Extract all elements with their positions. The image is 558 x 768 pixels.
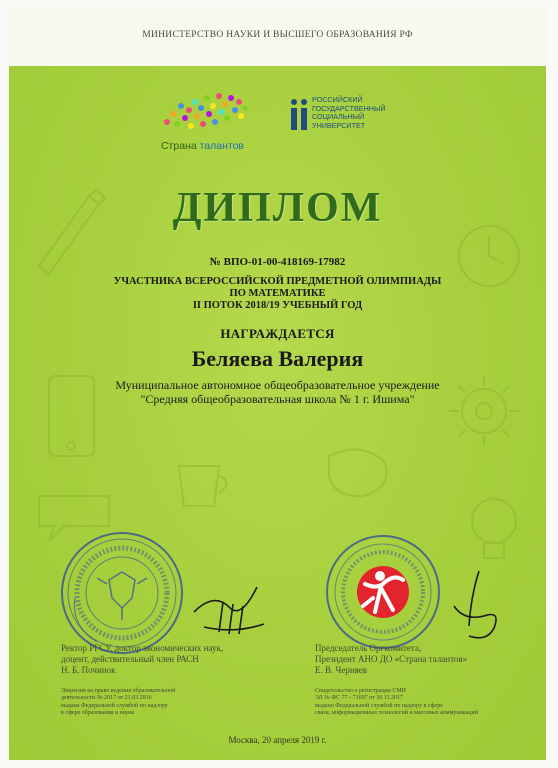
left-license-line: выдана Федеральной службой по надзору bbox=[61, 702, 168, 709]
russia-map-dots-icon bbox=[155, 84, 250, 140]
diploma-sheet bbox=[9, 8, 546, 760]
strana-talantov-label bbox=[155, 140, 250, 152]
university-seal-stamp bbox=[57, 528, 187, 658]
left-license-line: Лицензия на право ведения образовательной bbox=[61, 688, 176, 694]
diploma-body bbox=[9, 66, 546, 760]
left-signatory-line: доцент, действительный член РАСН bbox=[61, 654, 199, 664]
rector-signature bbox=[189, 572, 269, 642]
olympiad-line: ПО МАТЕМАТИКЕ bbox=[229, 288, 326, 299]
olympiad-line: II ПОТОК 2018/19 УЧЕБНЫЙ ГОД bbox=[192, 300, 363, 311]
right-license-line: ЭЛ № ФС 77 - 71697 от 30.11.2017 bbox=[315, 695, 403, 702]
right-license-line: Свидетельство о регистрации СМИ bbox=[315, 688, 407, 694]
left-signatory bbox=[61, 643, 281, 676]
rgsu-line: РОССИЙСКИЙ bbox=[312, 95, 363, 104]
logo-word-2: талантов bbox=[199, 140, 245, 152]
rgsu-line: УНИВЕРСИТЕТ bbox=[312, 120, 366, 130]
olympiad-line: УЧАСТНИКА ВСЕРОССИЙСКОЙ ПРЕДМЕТНОЙ ОЛИМПИАДЫ bbox=[113, 276, 442, 287]
rgsu-logo bbox=[289, 96, 399, 146]
doodle-cups-icon bbox=[159, 436, 399, 516]
right-signatory-line: Е. В. Черняев bbox=[315, 665, 368, 675]
right-license-line: выдано Федеральной службой по надзору в сфере bbox=[315, 702, 443, 709]
left-signatory-line: Н. Б. Починок bbox=[61, 665, 116, 675]
diploma-title: ДИПЛОМ bbox=[172, 185, 383, 231]
rgsu-name bbox=[312, 96, 402, 130]
right-signatory-line: Президент АНО ДО «Страна талантов» bbox=[315, 654, 468, 664]
right-signatory bbox=[315, 643, 540, 676]
recipient-name: Беляева Валерия bbox=[191, 346, 364, 371]
doodle-bulb-icon bbox=[459, 486, 529, 576]
rgsu-people-icon bbox=[289, 96, 309, 132]
right-signatory-line: Председатель Оргкомитета, bbox=[315, 643, 422, 653]
organizer-seal-stamp bbox=[323, 528, 443, 658]
left-signatory-line: Ректор РГСУ, доктор экономических наук, bbox=[61, 643, 224, 653]
left-license-line: в сфере образования и науки bbox=[61, 709, 135, 716]
right-license bbox=[315, 688, 540, 717]
chairman-signature bbox=[439, 566, 509, 646]
left-license bbox=[61, 688, 281, 717]
strana-talantov-logo bbox=[155, 84, 250, 162]
rgsu-line: СОЦИАЛЬНЫЙ bbox=[312, 112, 365, 122]
rgsu-line: ГОСУДАРСТВЕННЫЙ bbox=[312, 103, 386, 113]
school-line: Муниципальное автономное общеобразовательное учреждение bbox=[115, 378, 440, 392]
school-line: "Средняя общеобразовательная школа № 1 г. Ишима" bbox=[140, 392, 415, 406]
left-license-line: деятельности № 2017 от 21.03.2016 bbox=[61, 695, 152, 702]
diploma-number: № ВПО-01-00-418169-17982 bbox=[209, 256, 346, 268]
school-name bbox=[9, 378, 546, 406]
olympiad-description bbox=[9, 276, 546, 312]
right-license-line: связи, информационных технологий и массовых коммуникаций bbox=[315, 709, 478, 716]
place-and-date: Москва, 20 апреля 2019 г. bbox=[228, 735, 327, 745]
awarded-label: НАГРАЖДАЕТСЯ bbox=[220, 326, 335, 341]
ministry-header: МИНИСТЕРСТВО НАУКИ И ВЫСШЕГО ОБРАЗОВАНИЯ РФ bbox=[142, 30, 413, 40]
logo-word-1: Страна bbox=[160, 140, 197, 152]
header-band bbox=[9, 8, 546, 66]
